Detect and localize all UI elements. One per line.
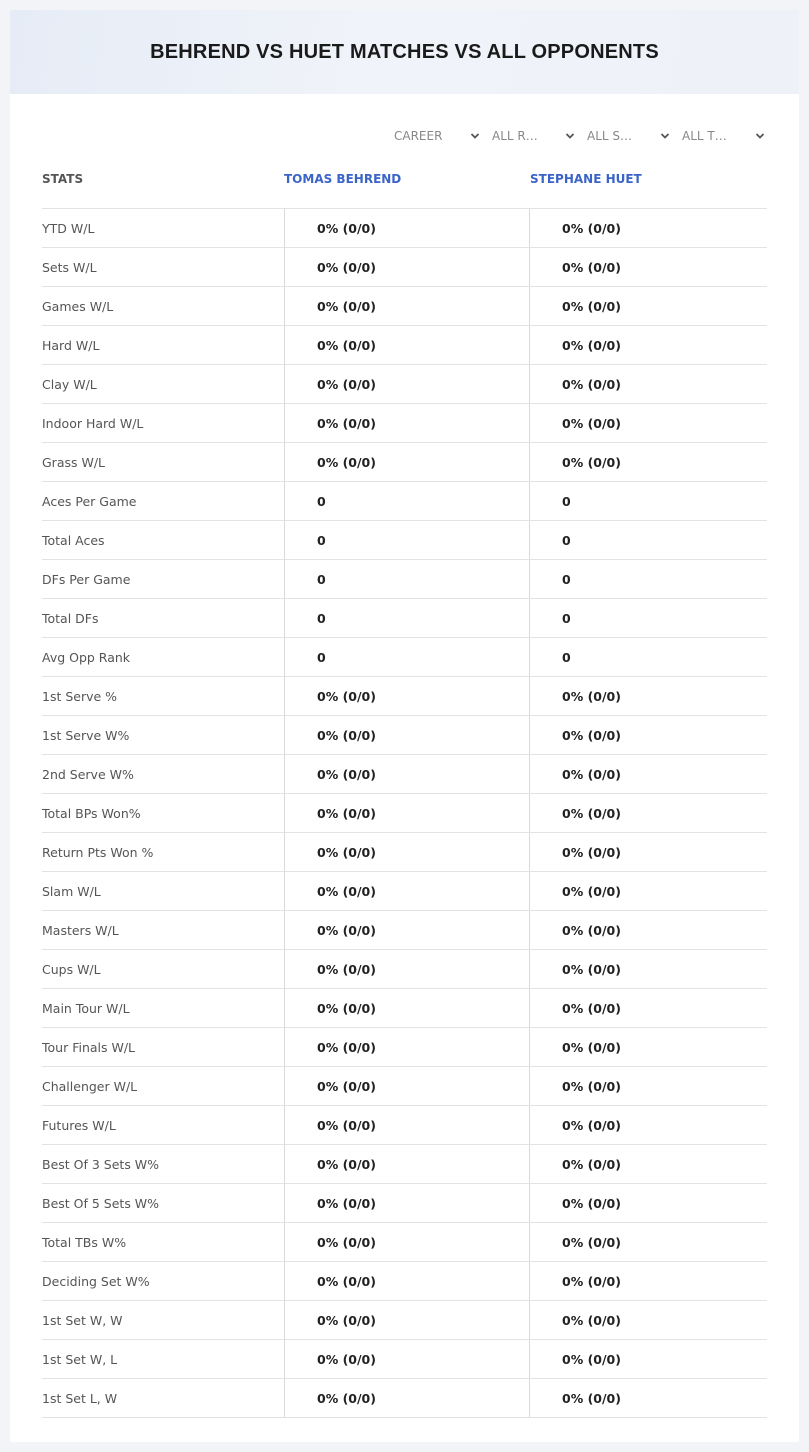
stat-name: Best Of 5 Sets W% bbox=[42, 1195, 160, 1211]
table-row bbox=[42, 248, 767, 287]
stat-name: Hard W/L bbox=[42, 337, 100, 353]
player1-stat-value: 0% (0/0) bbox=[284, 1379, 529, 1417]
stat-name: Challenger W/L bbox=[42, 1078, 138, 1094]
table-row bbox=[42, 1145, 767, 1184]
player1-stat-value: 0% (0/0) bbox=[284, 989, 529, 1027]
stat-name: Grass W/L bbox=[42, 454, 106, 470]
player2-stat-value: 0 bbox=[529, 521, 767, 559]
player2-stat-value: 0% (0/0) bbox=[529, 404, 767, 442]
filter-label: CAREER bbox=[394, 129, 443, 143]
player2-stat-value: 0% (0/0) bbox=[529, 1067, 767, 1105]
stat-name: Deciding Set W% bbox=[42, 1273, 150, 1289]
player2-stat-value: 0% (0/0) bbox=[529, 365, 767, 403]
filter-tournament-select[interactable] bbox=[672, 126, 767, 146]
stat-name: Sets W/L bbox=[42, 259, 97, 275]
chevron-down-icon bbox=[470, 131, 480, 141]
table-row bbox=[42, 1262, 767, 1301]
card-header bbox=[10, 10, 799, 94]
stat-name: Total TBs W% bbox=[42, 1234, 127, 1250]
player2-stat-value: 0% (0/0) bbox=[529, 833, 767, 871]
stat-name: Total DFs bbox=[42, 610, 99, 626]
player1-stat-value: 0% (0/0) bbox=[284, 1145, 529, 1183]
table-row bbox=[42, 1379, 767, 1418]
player1-stat-value: 0% (0/0) bbox=[284, 365, 529, 403]
table-row bbox=[42, 443, 767, 482]
stat-name: Avg Opp Rank bbox=[42, 649, 131, 665]
player1-stat-value: 0% (0/0) bbox=[284, 911, 529, 949]
player2-stat-value: 0% (0/0) bbox=[529, 1379, 767, 1417]
table-row bbox=[42, 911, 767, 950]
table-row bbox=[42, 638, 767, 677]
table-row bbox=[42, 521, 767, 560]
player1-stat-value: 0% (0/0) bbox=[284, 1067, 529, 1105]
player2-stat-value: 0% (0/0) bbox=[529, 1184, 767, 1222]
stats-table bbox=[42, 208, 767, 1418]
stat-name: Aces Per Game bbox=[42, 493, 137, 509]
player2-stat-value: 0% (0/0) bbox=[529, 1262, 767, 1300]
filter-surface-select[interactable] bbox=[577, 126, 672, 146]
stat-name: 1st Serve % bbox=[42, 688, 118, 704]
player2-stat-value: 0 bbox=[529, 638, 767, 676]
player1-stat-value: 0 bbox=[284, 599, 529, 637]
player2-stat-value: 0% (0/0) bbox=[529, 950, 767, 988]
player1-stat-value: 0 bbox=[284, 638, 529, 676]
table-row bbox=[42, 209, 767, 248]
stat-name: DFs Per Game bbox=[42, 571, 131, 587]
player1-stat-value: 0% (0/0) bbox=[284, 443, 529, 481]
player2-stat-value: 0 bbox=[529, 560, 767, 598]
stat-name: 1st Serve W% bbox=[42, 727, 130, 743]
player1-stat-value: 0% (0/0) bbox=[284, 1184, 529, 1222]
stat-name: Return Pts Won % bbox=[42, 844, 154, 860]
table-row bbox=[42, 287, 767, 326]
stat-name: 2nd Serve W% bbox=[42, 766, 134, 782]
table-row bbox=[42, 599, 767, 638]
player1-stat-value: 0% (0/0) bbox=[284, 1301, 529, 1339]
stat-name: Slam W/L bbox=[42, 883, 101, 899]
player1-stat-value: 0 bbox=[284, 521, 529, 559]
column-headers bbox=[42, 172, 767, 208]
player2-stat-value: 0% (0/0) bbox=[529, 1301, 767, 1339]
table-row bbox=[42, 560, 767, 599]
player2-stat-value: 0% (0/0) bbox=[529, 287, 767, 325]
stats-column-header: STATS bbox=[42, 172, 84, 186]
player1-stat-value: 0 bbox=[284, 482, 529, 520]
player2-stat-value: 0% (0/0) bbox=[529, 443, 767, 481]
player2-stat-value: 0 bbox=[529, 482, 767, 520]
player2-stat-value: 0% (0/0) bbox=[529, 911, 767, 949]
chevron-down-icon bbox=[660, 131, 670, 141]
stat-name: Futures W/L bbox=[42, 1117, 116, 1133]
stat-name: YTD W/L bbox=[42, 220, 95, 236]
filter-label: ALL T… bbox=[682, 129, 727, 143]
player1-stat-value: 0% (0/0) bbox=[284, 794, 529, 832]
table-row bbox=[42, 833, 767, 872]
player1-stat-value: 0% (0/0) bbox=[284, 1340, 529, 1378]
table-row bbox=[42, 1028, 767, 1067]
player2-stat-value: 0 bbox=[529, 599, 767, 637]
player1-stat-value: 0% (0/0) bbox=[284, 872, 529, 910]
player2-stat-value: 0% (0/0) bbox=[529, 755, 767, 793]
player2-stat-value: 0% (0/0) bbox=[529, 716, 767, 754]
stat-name: Masters W/L bbox=[42, 922, 119, 938]
chevron-down-icon bbox=[565, 131, 575, 141]
player2-stat-value: 0% (0/0) bbox=[529, 1145, 767, 1183]
chevron-down-icon bbox=[755, 131, 765, 141]
stat-name: Clay W/L bbox=[42, 376, 97, 392]
player2-stat-value: 0% (0/0) bbox=[529, 794, 767, 832]
filter-bar bbox=[394, 126, 767, 146]
table-row bbox=[42, 1106, 767, 1145]
stat-name: Indoor Hard W/L bbox=[42, 415, 144, 431]
player1-stat-value: 0% (0/0) bbox=[284, 287, 529, 325]
player1-stat-value: 0% (0/0) bbox=[284, 1262, 529, 1300]
table-row bbox=[42, 1340, 767, 1379]
filter-period-select[interactable] bbox=[394, 126, 482, 146]
stat-name: 1st Set W, W bbox=[42, 1312, 123, 1328]
table-row bbox=[42, 872, 767, 911]
player1-stat-value: 0% (0/0) bbox=[284, 248, 529, 286]
table-row bbox=[42, 677, 767, 716]
stat-name: Total Aces bbox=[42, 532, 105, 548]
stat-name: 1st Set W, L bbox=[42, 1351, 118, 1367]
player1-stat-value: 0% (0/0) bbox=[284, 404, 529, 442]
player2-stat-value: 0% (0/0) bbox=[529, 1340, 767, 1378]
player1-stat-value: 0% (0/0) bbox=[284, 1106, 529, 1144]
filter-round-select[interactable] bbox=[482, 126, 577, 146]
page-title: BEHREND VS HUET MATCHES VS ALL OPPONENTS bbox=[150, 40, 659, 63]
table-row bbox=[42, 365, 767, 404]
player1-stat-value: 0% (0/0) bbox=[284, 716, 529, 754]
table-row bbox=[42, 755, 767, 794]
player1-stat-value: 0% (0/0) bbox=[284, 677, 529, 715]
player1-stat-value: 0% (0/0) bbox=[284, 1223, 529, 1261]
table-row bbox=[42, 794, 767, 833]
player2-stat-value: 0% (0/0) bbox=[529, 209, 767, 247]
player2-stat-value: 0% (0/0) bbox=[529, 248, 767, 286]
table-row bbox=[42, 1067, 767, 1106]
player2-stat-value: 0% (0/0) bbox=[529, 872, 767, 910]
player1-stat-value: 0% (0/0) bbox=[284, 755, 529, 793]
table-row bbox=[42, 326, 767, 365]
stat-name: Games W/L bbox=[42, 298, 114, 314]
table-row bbox=[42, 1223, 767, 1262]
stat-name: Best Of 3 Sets W% bbox=[42, 1156, 160, 1172]
player1-stat-value: 0% (0/0) bbox=[284, 326, 529, 364]
stat-name: Cups W/L bbox=[42, 961, 101, 977]
stat-name: Main Tour W/L bbox=[42, 1000, 130, 1016]
stat-name: Total BPs Won% bbox=[42, 805, 141, 821]
player2-stat-value: 0% (0/0) bbox=[529, 326, 767, 364]
player2-stat-value: 0% (0/0) bbox=[529, 1223, 767, 1261]
table-row bbox=[42, 989, 767, 1028]
table-row bbox=[42, 1301, 767, 1340]
player2-stat-value: 0% (0/0) bbox=[529, 1028, 767, 1066]
player2-stat-value: 0% (0/0) bbox=[529, 1106, 767, 1144]
player2-stat-value: 0% (0/0) bbox=[529, 677, 767, 715]
player1-stat-value: 0 bbox=[284, 560, 529, 598]
table-row bbox=[42, 404, 767, 443]
player1-stat-value: 0% (0/0) bbox=[284, 950, 529, 988]
filter-label: ALL S… bbox=[587, 129, 633, 143]
player1-link[interactable]: TOMAS BEHREND bbox=[284, 172, 402, 186]
filter-label: ALL R… bbox=[492, 129, 538, 143]
player2-stat-value: 0% (0/0) bbox=[529, 989, 767, 1027]
player1-stat-value: 0% (0/0) bbox=[284, 1028, 529, 1066]
player1-stat-value: 0% (0/0) bbox=[284, 833, 529, 871]
table-row bbox=[42, 482, 767, 521]
table-row bbox=[42, 1184, 767, 1223]
table-row bbox=[42, 950, 767, 989]
stats-card bbox=[10, 10, 799, 1442]
stat-name: Tour Finals W/L bbox=[42, 1039, 136, 1055]
player1-stat-value: 0% (0/0) bbox=[284, 209, 529, 247]
table-row bbox=[42, 716, 767, 755]
stat-name: 1st Set L, W bbox=[42, 1390, 118, 1406]
player2-link[interactable]: STEPHANE HUET bbox=[530, 172, 642, 186]
